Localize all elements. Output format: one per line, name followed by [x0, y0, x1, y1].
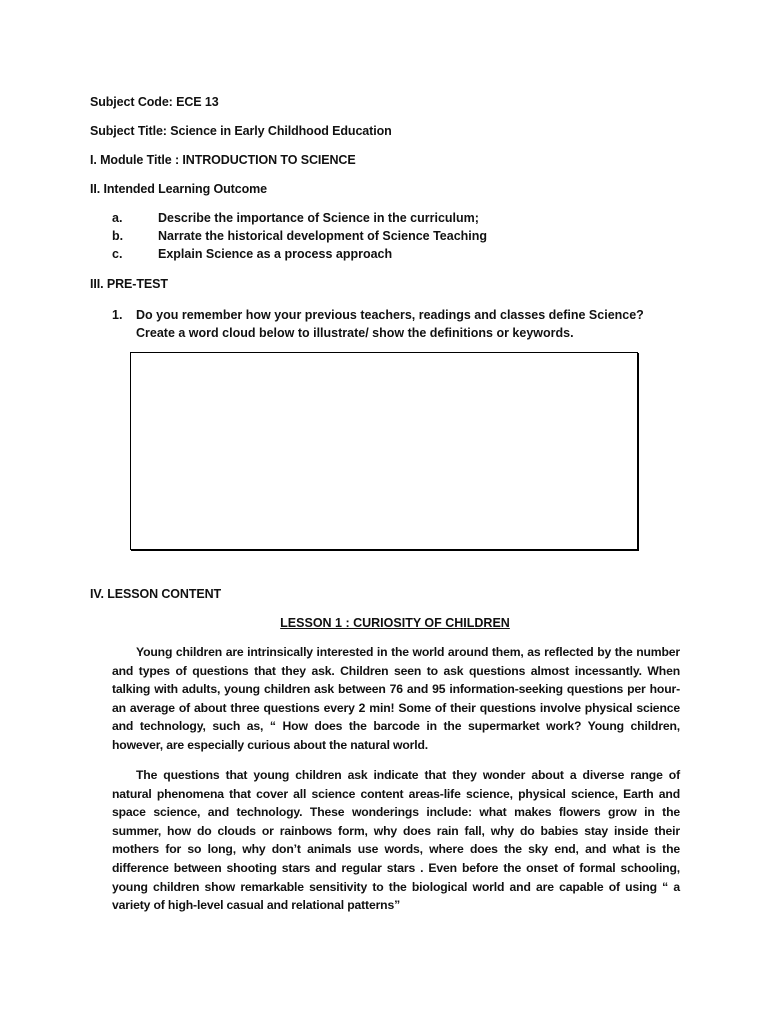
outcome-text: Describe the importance of Science in the curriculum; — [158, 211, 479, 225]
outcome-text: Narrate the historical development of Science Teaching — [158, 229, 488, 243]
outcome-marker: a. — [112, 211, 123, 225]
subject-code: Subject Code: ECE 13 — [90, 95, 219, 109]
subject-title: Subject Title: Science in Early Childhood Education — [90, 124, 392, 138]
ilo-heading: II. Intended Learning Outcome — [90, 182, 267, 196]
lesson-paragraph: Young children are intrinsically interested in the world around them, as reflected by the number and types of questions that they ask. Children seen to ask questions almost incessantly. When talking with adults, young children ask between 76 and 95 information-seeking questions per hour-an average of about three questions every 2 min! Some of their questions involve physical science and technology, such as, “ How does the barcode in the supermarket work? Young children, however, are especially curious about the natural world. — [112, 645, 680, 752]
lesson-title-row — [0, 616, 768, 630]
pretest-heading: III. PRE-TEST — [90, 277, 168, 291]
module-title: I. Module Title : INTRODUCTION TO SCIENCE — [90, 153, 356, 167]
lesson-paragraph: The questions that young children ask indicate that they wonder about a diverse range of natural phenomena that cover all science content areas-life science, physical science, Earth and space science, and technology. These wonderings include: what makes flowers grow in the summer, how do clouds or rainbows form, why does rain fall, why do babies stay inside their mothers for so long, why don’t animals use words, where does the sky end, and what is the difference between shooting stars and regular stars . Even before the onset of formal schooling, young children show remarkable sensitivity to the biological world and are capable of using “ a variety of high-level casual and relational patterns” — [112, 768, 680, 913]
question-number: 1. — [112, 308, 123, 322]
word-cloud-answer-box[interactable] — [130, 352, 638, 550]
lesson-content-heading: IV. LESSON CONTENT — [90, 587, 222, 601]
question-text: Do you remember how your previous teachers, readings and classes define Science? Create a word cloud below to illustrate/ show the definitions or keywords. — [136, 308, 644, 340]
outcome-marker: b. — [112, 229, 124, 243]
outcome-marker: c. — [112, 247, 123, 261]
outcome-text: Explain Science as a process approach — [158, 247, 393, 261]
lesson-title: LESSON 1 : CURIOSITY OF CHILDREN — [280, 616, 510, 630]
